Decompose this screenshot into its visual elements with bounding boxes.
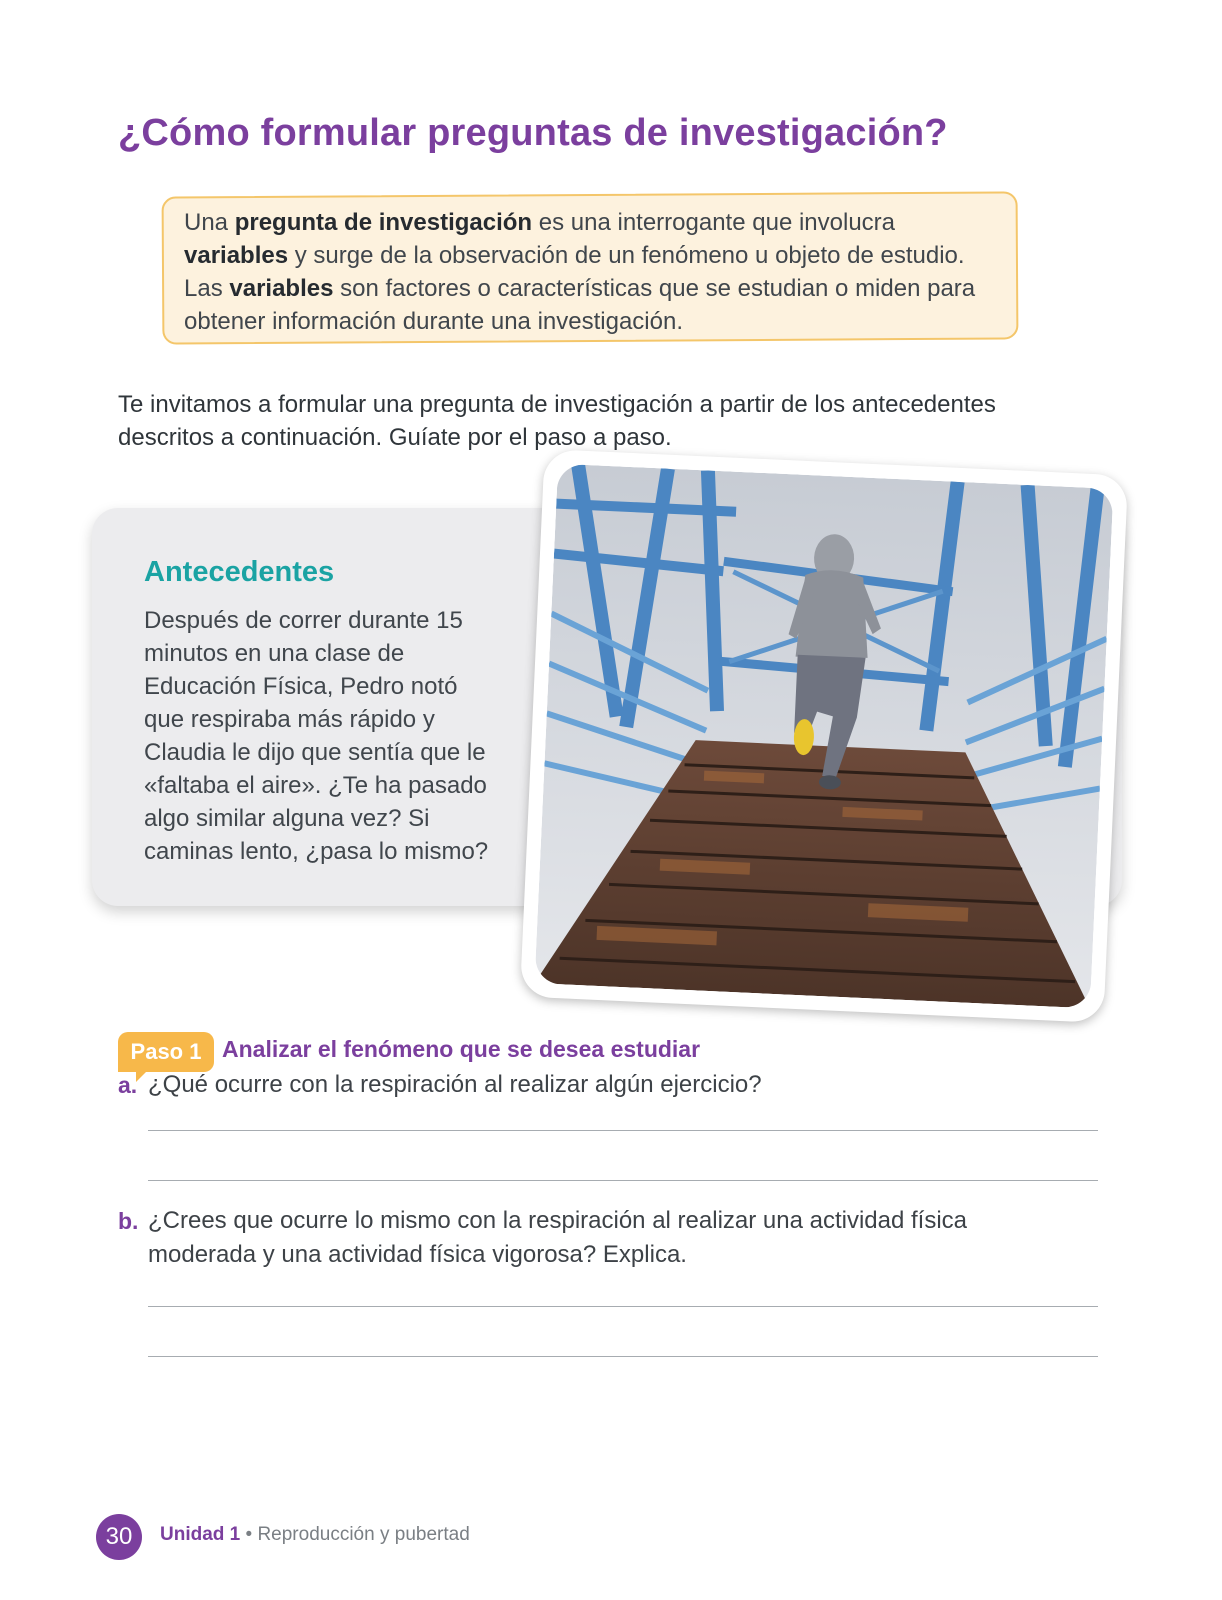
definition-term-pregunta: pregunta de investigación: [234, 209, 533, 236]
footer-separator: •: [240, 1524, 258, 1545]
definition-text-part: es una interrogante que involucra: [532, 209, 895, 236]
footer-unit-label: [160, 1524, 470, 1546]
page-title: ¿Cómo formular preguntas de investigación?: [118, 112, 948, 154]
answer-line-b2[interactable]: [148, 1356, 1098, 1357]
question-a-letter: a.: [118, 1072, 138, 1098]
photo-frame: [520, 449, 1128, 1023]
definition-text-part: son factores o características que se estudian o miden para obtener información durante una investigación.: [184, 275, 976, 335]
footer-subject: Reproducción y pubertad: [257, 1524, 470, 1545]
intro-paragraph: Te invitamos a formular una pregunta de investigación a partir de los antecedentes descritos a continuación. Guíate por el paso a paso.: [118, 391, 996, 451]
definition-text-part: Una: [184, 209, 235, 236]
antecedentes-title: Antecedentes: [144, 556, 335, 588]
answer-line-a2[interactable]: [148, 1180, 1098, 1181]
definition-text: [184, 206, 1004, 338]
answer-line-a1[interactable]: [148, 1130, 1098, 1131]
person-running-upstairs-photo: [534, 464, 1113, 1009]
paso-badge: Paso 1: [118, 1032, 214, 1072]
answer-line-b1[interactable]: [148, 1306, 1098, 1307]
question-b-text: ¿Crees que ocurre lo mismo con la respiración al realizar una actividad física moderada y una actividad física vigorosa? Explica.: [148, 1207, 968, 1268]
question-a-text: ¿Qué ocurre con la respiración al realizar algún ejercicio?: [148, 1071, 762, 1098]
paso-title: Analizar el fenómeno que se desea estudiar: [222, 1036, 701, 1062]
footer-unit: Unidad 1: [160, 1524, 241, 1545]
page-number: 30: [96, 1514, 142, 1560]
antecedentes-text: Después de correr durante 15 minutos en una clase de Educación Física, Pedro notó que respiraba más rápido y Claudia le dijo que sentía que le «faltaba el aire». ¿Te ha pasado algo similar alguna vez? Si caminas lento, ¿pasa lo mismo?: [144, 607, 489, 865]
definition-term-variables: variables: [184, 242, 289, 269]
question-b-letter: b.: [118, 1208, 139, 1234]
definition-text-part: y surge de la observación de un fenómeno u objeto de estudio. Las: [184, 242, 965, 302]
definition-term-variables: variables: [229, 275, 334, 302]
photo-illustration: [534, 464, 1113, 1009]
